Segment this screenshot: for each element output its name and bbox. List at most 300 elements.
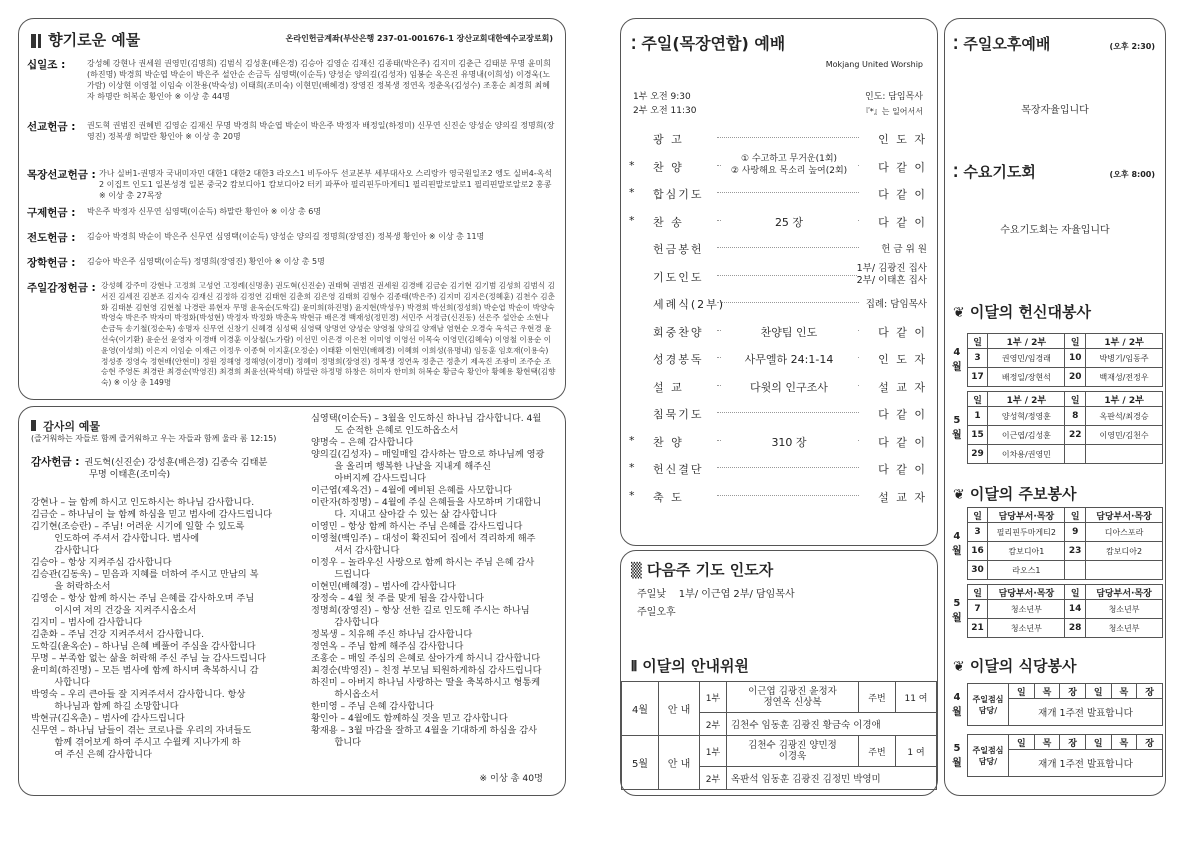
kitchen-text: 재개 1주전 발표합니다 [1009,750,1163,777]
thanks-column-2 [311,413,561,749]
kitchen-head-cell: 일 [1085,735,1111,750]
afternoon-header [953,33,1050,54]
bulletin-table [947,584,1163,638]
dedication-head-row [947,334,1163,349]
dedication-head-cell: 1부 / 2부 [1086,334,1163,349]
thanks-line: 드립니다 [311,569,370,580]
kitchen-head-cell: 장 [1137,684,1163,699]
bulletin-cell: 청소년부 [1086,619,1163,638]
offering-label: 선교헌금 : [27,121,76,133]
worship-item-leader: 설 교 자 [878,380,927,394]
dedication-header [953,301,1091,322]
dedication-table [947,391,1163,464]
colon-mark-icon: ⁚ [631,37,637,53]
stand-mark: * [629,488,635,502]
worship-item-leader: 다 같 이 [878,408,927,421]
guides-month: 5월 [622,736,659,790]
thanks-line: 김춘화 – 주님 건강 지켜주셔서 감사합니다. [31,629,204,640]
worship-item-leader: 다 같 이 [878,160,927,174]
dedication-row [947,426,1163,445]
dedication-cell: 이근엽/김성훈 [988,426,1065,445]
bulletin-cell [1086,561,1163,580]
thanks-line: 을 올리며 행복한 나날을 지내게 해주신 [311,461,491,472]
thanks-line: 김금순 – 하나님이 늘 함께 하심을 믿고 범사에 감사드립니다 [31,509,272,520]
offering-names: 강성혜 강주미 강현나 고정희 고성연 고정례(신명총) 권도혁(신진순) 권태혁 권범진 권세원 김경배 김금순 김기현 김기범 김성희 김범식 김서진 김세진 김분조 김지숙 김재신 김정하 김정연 김태현 김춘희 김은영 김태희 김형수 김종태(박은주) 김지미 김지은(정혜훈) 김천수 김춘화 김태분 김현영 김현철 나경란 류현자 무명 윤옥순(도학길) 윤미희(하진명) 윤지현(박성우) 박경희 박선희(정성희) 박순엽 박순이 박양숙 박영숙 박은주 박자미 박정화(박성현) 박정자 박정화 박춘옥 박현규 배은경 백재성(정민경) 서민주 서정금(신진동) 선은주 설안순 소현나 손금득 송기철(정순옥) 송명자 신무연 신창기 신혜경 심성택 심영택 양명연 양성순 양영철 양의길 양재남 염현순 오경숙 옥석근 우현경 윤선숙(이기환) 윤순선 윤영자 이경배 이경훈 이상철(노가람) 이선민 이은경 이은천 이미영 이영선 이목숙 이영민(김혜숙) 이영철 이용순 이윤영(이성희) 이은지 이임순 이재근 이정우 이종혁 이지훈(오정순) 이태환 이현민(배혜경) 이혜희 이희성(유명내) 임동훈 임호재(이용숙) 정성종 정영숙 정현배(안현미) 정원 정해영 정해영(이경미) 정혜미 정명희(장영진) 정복생 정연옥 정춘근 정춘기 제옥진 조광미 조주순 조승현 주영돈 최경란 최경순(박영진) 최경희 최윤선(곽석태) 하말란 하정명 하창은 허미자 한미희 허복순 황금숙 황인아 황혜용 황현택(김향숙) ※ 이상 총 149명 [101,281,556,388]
dotted-leader [717,137,859,138]
dedication-table [947,333,1163,387]
worship-item-name: 찬 송 [653,215,684,229]
thanks-line: 정명희(장영진) – 항상 선한 길로 인도해 주시는 하나님 [311,605,530,616]
offering-label: 목장선교헌금 : [27,169,96,181]
wednesday-time: (오후 8:00) [1109,170,1155,179]
worship-row [621,292,937,314]
bars-mark-icon: ⦀ [631,659,638,675]
worship-item-name: 헌신결단 [653,463,704,476]
kitchen-head-row [947,684,1163,699]
thanks-line: 을 허락하소서 [31,581,111,592]
kitchen-month: 5 월 [952,742,962,769]
offering-names: 박은주 박정자 신무연 심영택(이순득) 하말란 황인아 ※ 이상 총 6명 [87,207,322,216]
bulletin-cell: 28 [1065,619,1086,638]
worship-item-leader: 다 같 이 [878,435,927,449]
dedication-head-cell: 일 [967,334,988,349]
bulletin-head-row [947,508,1163,523]
dedication-month: 5 월 [952,414,962,441]
guides-role: 안 내 [659,682,700,736]
dedication-cell [1065,445,1086,464]
worship-item-name: 성경봉독 [653,353,704,366]
dedication-cell: 이차용/권영민 [988,445,1065,464]
dedication-cell: 백재성/전정우 [1086,368,1163,387]
bulletin-row [947,561,1163,580]
thanks-line: 아버지께 감사드립니다 [311,473,427,484]
worship-item-name: 축 도 [653,490,684,504]
bulletin-cell: 9 [1065,523,1086,542]
kitchen-table [947,683,1163,726]
dedication-head-cell: 일 [1065,392,1086,407]
worship-row [621,430,937,452]
offering-label: 십일조 : [27,59,66,71]
worship-item-leader: 1부/ 김광진 집사 2부/ 이태흔 집사 [856,262,927,286]
bulletin-row [947,619,1163,638]
leaf-icon: ❦ [953,487,965,503]
wednesday-text: 수요기도회는 자율입니다 [1000,225,1110,236]
bulletin-cell: 7 [967,600,988,619]
leaf-icon: ❦ [953,305,965,321]
dotted-leader [717,467,859,468]
bulletin-head-cell: 일 [1065,585,1086,600]
guides-duty-count: 1 여 [896,736,937,767]
offering-names: 권도혁 권범진 권혜빈 김영순 김재신 무명 박경희 박순엽 박순이 박은주 박정자 배정일(하정미) 신무연 신진순 양성순 양의길 정명희(장영진) 정복생 허말란 황인아 ※ 이상 총 20명 [87,121,555,141]
thanks-line: 신무연 – 하나님 남들이 겪는 코로나를 우리의 자녀들도 [31,725,252,736]
thanks-line: 하시옵소서 [311,689,379,700]
guides-duty-count: 11 여 [896,682,937,713]
bulletin-cell: 30 [967,561,988,580]
thanks-line: 양의길(김성자) – 매일매일 감사하는 맘으로 하나님께 영광 [311,449,545,460]
dedication-cell: 10 [1065,349,1086,368]
dedication-cell: 3 [967,349,988,368]
thanks-line: 무명 – 부족함 없는 삶을 허락해 주신 주님 늘 감사드립니다 [31,653,267,664]
bulletin-cell: 23 [1065,542,1086,561]
thanks-line: 감사합니다 [31,545,99,556]
dedication-head-row [947,392,1163,407]
offering-names: 강성혜 강현나 권세원 권영민(김명희) 김범식 김성훈(배은경) 김승아 김영순 김재신 김종태(박은주) 김지미 김춘근 김태분 무명 윤미희(하진명) 박경희 박순엽 박순이 박은주 설안순 손금득 심영택(이순득) 양성순 양의길(김성자) 임봉순 옥은진 유명내(이희성) 이경욱(노가람) 이상현 이영철 이임숙 이찬용(박숙성) 이태희(조미숙) 이현민(배혜경) 장영진 정복생 정연옥 정춘옥(김성수) 조홍순 최경희 최혜자 하명란 허복순 황인아 ※ 이상 총 44명 [87,59,551,101]
thanks-line: 박현규(김옥춘) – 범사에 감사드립니다 [31,713,185,724]
worship-row [621,347,937,369]
dedication-row [947,407,1163,426]
kitchen-dept-label: 주일점심 [972,745,1004,755]
colon-mark-icon: ⁚ [953,37,959,53]
dedication-cell: 17 [967,368,988,387]
prayer-header [631,559,773,580]
dedication-cell: 29 [967,445,988,464]
thanks-line: 김기현(조승란) – 주님! 어려운 시기에 일할 수 있도록 [31,521,245,532]
worship-item-leader: 설 교 자 [878,490,927,504]
dedication-head-cell: 1부 / 2부 [988,392,1065,407]
bulletin-head-cell: 담당부서·목장 [988,508,1065,523]
bulletin-cell: 청소년부 [1086,600,1163,619]
afternoon-title: 주일오후예배 [963,35,1051,53]
offering-header [31,29,140,50]
dedication-cell: 권영민/임경래 [988,349,1065,368]
worship-row [621,182,937,204]
bulletin-cell: 라오스1 [988,561,1065,580]
thanks-line: 이정우 – 놀라우신 사랑으로 함께 하시는 주님 은혜 감사 [311,557,535,568]
bulletin-head-row [947,585,1163,600]
kitchen-dept [968,684,1009,726]
stand-mark: * [629,433,635,447]
worship-item-leader: 집례: 담임목사 [866,296,927,310]
afternoon-text: 목장자율입니다 [1021,105,1089,116]
kitchen-head-cell: 목 [1111,684,1137,699]
thanks-line: 이영민 – 항상 함께 하시는 주님 은혜를 감사드립니다 [311,521,523,532]
bulletin-head-cell: 담당부서·목장 [988,585,1065,600]
worship-row [621,155,937,177]
dedication-cell: 박병기/임동주 [1086,349,1163,368]
guides-names: 김천수 김광진 양민정 이경욱 [727,736,859,767]
thanks-line: 합니다 [311,737,361,748]
bulletin-row [947,600,1163,619]
thanks-line: 이현민(배혜경) – 범사에 감사합니다 [311,581,456,592]
bulletin-header [953,483,1076,504]
thanks-line: 이근엽(제옥건) – 4월에 예비된 은혜를 사모합니다 [311,485,512,496]
bulletin-head-cell: 일 [967,585,988,600]
dedication-head-cell: 1부 / 2부 [988,334,1065,349]
worship-time-1: 1부 오전 9:30 [633,92,691,102]
thanks-line: 여 주신 은혜 감사합니다 [31,749,152,760]
section-mark-icon [31,420,36,431]
offering-account: 온라인헌금계좌(부산은행 237-01-001676-1 장산교회대한예수교장로회) [285,34,553,43]
dotted-leader [717,275,859,276]
worship-item-detail: 찬양팀 인도 [721,324,857,340]
dotted-leader [717,412,859,413]
thanks-line: 도학길(윤옥순) – 하나님 은혜 베풀어 주심을 감사합니다 [31,641,256,652]
kitchen-title: 이달의 식당봉사 [969,657,1077,675]
offering-title: 향기로운 예물 [48,31,141,49]
prayer-pm-label: 주일오후 [637,607,676,618]
dedication-head-cell: 일 [1065,334,1086,349]
bulletin-cell: 14 [1065,600,1086,619]
prayer-sun-label: 주일낮 [637,589,666,600]
thanks-head-text: 권도혁(신진순) 강성훈(배은경) 김종숙 김태분 [84,457,268,468]
prayer-sun [637,589,795,601]
worship-item-name: 설 교 [653,380,684,394]
thanks-line: 강현나 – 늘 함께 하시고 인도하시는 하나님 감사합니다. [31,497,255,508]
offering-row [27,230,557,246]
guides-names: 김천수 임동훈 김광진 황금숙 이경애 [727,713,937,736]
thanks-line: 김영순 – 항상 함께 하시는 주님 은혜를 감사하오며 주님 [31,593,255,604]
bulletin-cell: 청소년부 [988,619,1065,638]
thanks-line: 김승관(김동욱) – 믿음과 지혜를 더하여 주시고 만남의 복 [31,569,259,580]
offering-row [27,57,557,105]
section-mark-icon [38,34,41,48]
thanks-line: 다. 지내고 살아갈 수 있는 삶 감사합니다 [311,509,497,520]
worship-item-detail: ① 수고하고 무거운(1회) ② 사랑해요 목소리 높여(2회) [721,153,857,177]
prayer-guides-section [620,550,938,796]
kitchen-head-cell: 목 [1034,684,1060,699]
bulletin-table [947,507,1163,580]
offering-row [27,205,557,221]
bulletin-cell: 디아스포라 [1086,523,1163,542]
thanks-line: 황인아 – 4월에도 함께하실 것을 믿고 감사합니다 [311,713,508,724]
wednesday-header [953,161,1036,182]
guides-part: 1부 [700,736,727,767]
bulletin-cell: 청소년부 [988,600,1065,619]
dedication-month: 4 월 [952,347,962,373]
bulletin-row [947,523,1163,542]
offering-names: 김승아 박경희 박순이 박은주 신무연 심영택(이순득) 양성순 양의길 정명희(장영진) 정복생 황인아 ※ 이상 총 11명 [87,232,485,241]
thanks-line: 인도하여 주셔서 감사합니다. 범사에 [31,533,200,544]
worship-section [620,18,938,546]
bulletin-head-cell: 담당부서·목장 [1086,585,1163,600]
guides-header [631,655,749,676]
kitchen-head-cell: 목 [1111,735,1137,750]
kitchen-dept-sub: 담당/ [978,705,998,715]
thanks-title: 감사의 예물 [43,420,101,433]
dedication-cell: 옥판석/최경승 [1086,407,1163,426]
dotted-leader [717,495,859,496]
kitchen-dept-label: 주일점심 [972,694,1004,704]
bulletin-head-cell: 담당부서·목장 [1086,508,1163,523]
bulletin-cell: 3 [967,523,988,542]
pattern-mark-icon: ▒ [631,563,642,579]
dedication-cell: 20 [1065,368,1086,387]
thanks-line: 심영택(이순득) – 3월을 인도하신 하나님 감사합니다. 4월 [311,413,542,424]
dotted-leader [717,247,859,248]
worship-row [621,375,937,397]
thanks-line: 김지미 – 범사에 감사합니다 [31,617,142,628]
guides-row [622,682,937,713]
dedication-cell: 15 [967,426,988,445]
prayer-sun-text: 1부/ 이근엽 2부/ 담임목사 [678,589,795,600]
dedication-cell: 22 [1065,426,1086,445]
worship-item-leader: 헌 금 위 원 [881,241,927,255]
bulletin-month: 5 월 [952,598,962,624]
wednesday-title: 수요기도회 [963,163,1036,181]
guides-title: 이달의 안내위원 [642,657,749,675]
thanks-line: 사합니다 [31,677,90,688]
worship-row [621,237,937,259]
worship-row [621,210,937,232]
thanks-line: 한미영 – 주님 은혜 감사합니다 [311,701,434,712]
offering-row [27,255,557,271]
worship-row [621,127,937,149]
offering-row [27,280,557,396]
guides-month: 4월 [622,682,659,736]
kitchen-head-cell: 일 [1009,684,1035,699]
worship-title: 주일(목장연합) 예배 [641,34,786,53]
dedication-head-cell: 1부 / 2부 [1086,392,1163,407]
worship-item-leader: 인 도 자 [878,353,927,366]
kitchen-dept-sub: 담당/ [978,756,998,766]
dotted-leader [717,192,859,193]
worship-leader: 인도: 담임목사 [864,92,923,102]
thanks-head-label: 감사헌금 : [31,456,80,468]
offering-row [27,167,557,201]
dedication-row [947,368,1163,387]
section-mark-icon [31,34,36,48]
worship-item-leader: 다 같 이 [878,325,927,339]
worship-item-name: 세례식(2부) [653,298,726,311]
thanks-line: 정연옥 – 주님 함께 해주심 감사합니다 [311,641,464,652]
worship-row [621,485,937,507]
kitchen-table [947,734,1163,777]
dedication-title: 이달의 헌신대봉사 [969,303,1091,321]
worship-item-leader: 다 같 이 [878,188,927,201]
worship-row [621,457,937,479]
thanks-line: 최경순(박영진) – 친정 부모님 퇴원하게하심 감사드립니다 [311,665,542,676]
worship-row [621,262,937,287]
thanks-line: 김승아 – 항상 지켜주심 감사합니다 [31,557,172,568]
worship-item-name: 합심기도 [653,188,704,201]
service-section [944,18,1166,796]
dedication-cell: 1 [967,407,988,426]
bulletin-tables [947,507,1163,642]
thanks-subtitle: (즐거워하는 자들로 함께 즐거워하고 우는 자들과 함께 울라 롬 12:15) [31,434,277,443]
worship-item-name: 기도인도 [653,270,704,284]
offering-names: 김승아 박은주 심영택(이순득) 정명희(장영진) 황인아 ※ 이상 총 5명 [87,257,325,266]
prayer-title: 다음주 기도 인도자 [646,561,774,579]
thanks-line: 조홍순 – 매일 주심의 은혜로 살아가게 하시니 감사합니다 [311,653,541,664]
worship-item-name: 헌금봉헌 [653,243,704,256]
guides-role: 안 내 [659,736,700,790]
worship-row [621,402,937,424]
thanks-line: 이영철(백임주) – 대성이 확진되어 집에서 격리하게 해주 [311,533,536,544]
bulletin-row [947,542,1163,561]
worship-item-leader: 다 같 이 [878,463,927,476]
guides-part: 2부 [700,713,727,736]
worship-header [631,31,785,54]
thanks-line: 하나님과 함께 하길 소망합니다 [31,701,179,712]
stand-mark: * [629,461,635,474]
dedication-cell: 배정일/장현석 [988,368,1065,387]
bulletin-cell: 21 [967,619,988,638]
guides-names: 이근엽 김광진 윤정자 정연옥 신상복 [727,682,859,713]
bulletin-cell [1065,561,1086,580]
worship-item-leader: 인 도 자 [878,133,927,146]
guides-part: 2부 [700,767,727,790]
worship-item-detail: 25 장 [721,214,857,230]
worship-item-name: 침묵기도 [653,408,704,421]
bulletin-cell: 필리핀두마게티2 [988,523,1065,542]
kitchen-dept [968,735,1009,777]
dotted-leader [717,302,859,303]
bulletin-head-cell: 일 [1065,508,1086,523]
worship-item-leader: 다 같 이 [878,215,927,229]
worship-subtitle: Mokjang United Worship [825,60,923,69]
kitchen-head-cell: 목 [1034,735,1060,750]
kitchen-head-cell: 장 [1137,735,1163,750]
offering-label: 주일감정헌금 : [27,282,96,294]
offering-label: 전도헌금 : [27,232,76,244]
afternoon-time: (오후 2:30) [1109,42,1155,51]
bulletin-month: 4 월 [952,530,962,557]
thanks-line: 양명숙 – 은혜 감사합니다 [311,437,414,448]
dedication-row [947,445,1163,464]
thanks-line: 도 순적한 은혜로 인도하옵소서 [311,425,459,436]
kitchen-head-cell: 장 [1060,684,1086,699]
leaf-icon: ❦ [953,659,965,675]
kitchen-month: 4 월 [952,691,962,718]
kitchen-tables [947,683,1163,785]
bulletin-cell: 16 [967,542,988,561]
worship-row [621,320,937,342]
thanks-head [31,450,303,481]
bulletin-cell: 캄보디아1 [988,542,1065,561]
stand-mark: * [629,213,635,227]
thanks-line: 셔서 감사합니다 [311,545,400,556]
worship-item-name: 회중찬양 [653,325,704,339]
dedication-cell: 양성혁/정영훈 [988,407,1065,426]
thanks-head-text: 무명 이태흔(조미숙) [89,469,171,480]
worship-item-detail: 310 장 [721,434,857,450]
worship-item-name: 찬 양 [653,435,684,449]
guides-table [621,681,937,790]
thanks-line: 박영숙 – 우리 큰아들 잘 지켜주셔서 감사합니다. 항상 [31,689,246,700]
bulletin-title: 이달의 주보봉사 [969,485,1077,503]
guides-duty-label: 주번 [859,736,896,767]
worship-item-name: 찬 양 [653,160,684,174]
stand-mark: * [629,158,635,172]
thanks-line: 하진미 – 아버지 하나님 사랑하는 딸을 축복하시고 형통케 [311,677,541,688]
kitchen-head-cell: 장 [1060,735,1086,750]
dedication-tables [947,333,1163,468]
offering-label: 장학헌금 : [27,257,76,269]
thanks-line: 감사합니다 [311,617,379,628]
guides-duty-label: 주번 [859,682,896,713]
thanks-line: 이란자(하정명) – 4월에 주실 은혜들을 사모하며 기대합니 [311,497,542,508]
stand-mark: * [629,186,635,199]
offering-section [18,18,566,400]
worship-item-name: 광 고 [653,133,684,146]
worship-time-2: 2부 오전 11:30 [633,106,697,116]
bulletin-head-cell: 일 [967,508,988,523]
kitchen-head-cell: 일 [1009,735,1035,750]
thanks-line: 윤미희(하진명) – 모든 범사에 함께 하시며 축복하시니 감 [31,665,259,676]
thanks-line: 장정숙 – 4월 첫 주를 맞게 됨을 감사합니다 [311,593,484,604]
thanks-section [18,406,566,796]
guides-names: 옥판석 임동훈 김광진 김정민 박영미 [727,767,937,790]
dedication-head-cell: 일 [967,392,988,407]
offering-row [27,119,557,157]
thanks-line: 함께 겪어보게 하여 주시고 수월케 지나가게 하 [31,737,241,748]
thanks-column-1 [31,497,303,761]
worship-item-detail: 사무엘하 24:1-14 [721,351,857,367]
guides-part: 1부 [700,682,727,713]
thanks-header [31,415,100,434]
thanks-line: 황재용 – 3월 마감을 잘하고 4월을 기대하게 하심을 감사 [311,725,538,736]
colon-mark-icon: ⁚ [953,165,959,181]
